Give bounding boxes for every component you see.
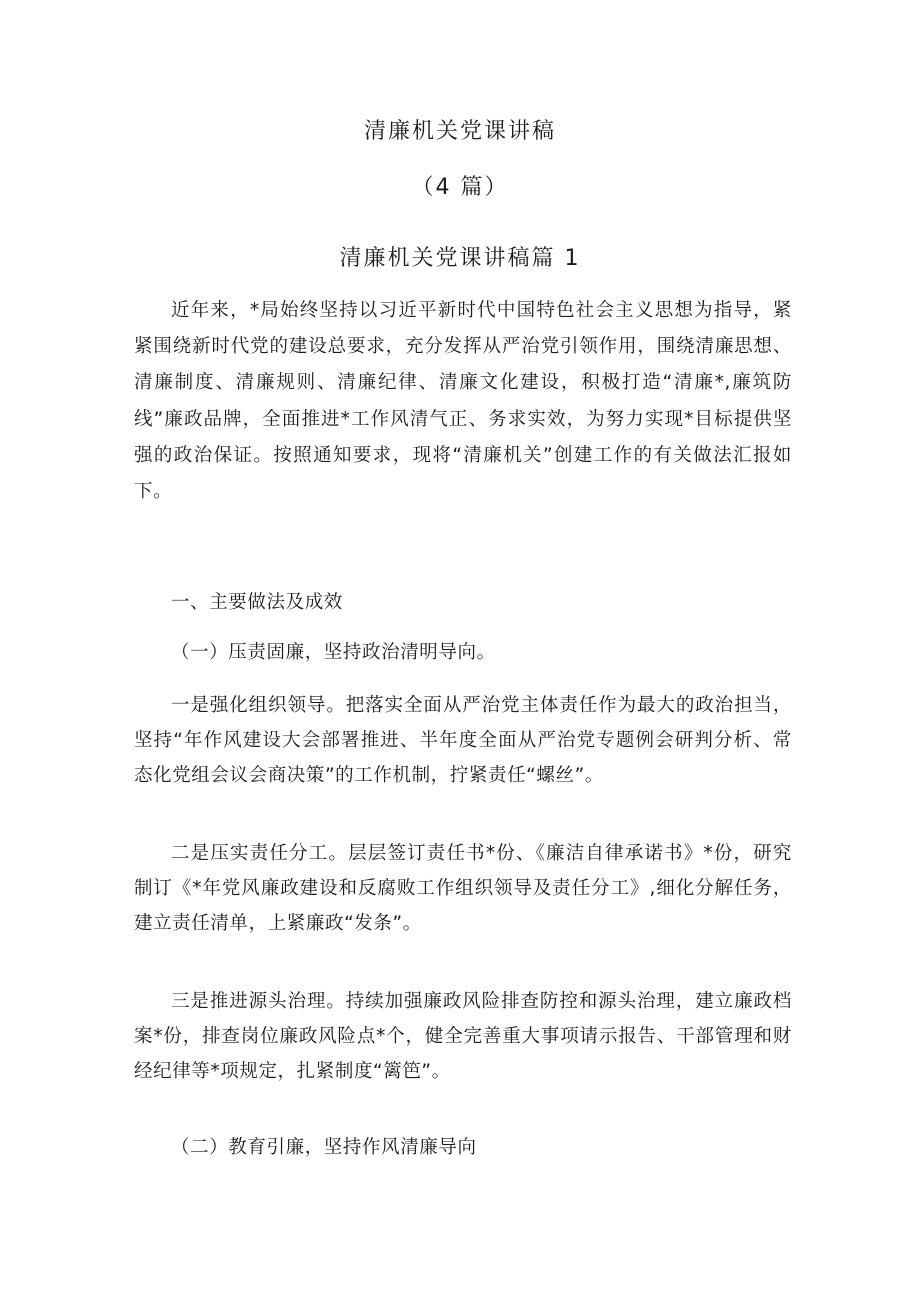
point-paragraph-2: 二是压实责任分工。层层签订责任书*份、《廉洁自律承诺书》*份，研究制订《*年党风廉政建设和反腐败工作组织领导及责任分工》,细化分解任务，建立责任清单，上紧廉政“发条”。	[134, 843, 792, 934]
intro-paragraph: 近年来，*局始终坚持以习近平新时代中国特色社会主义思想为指导，紧紧围绕新时代党的建设总要求，充分发挥从严治党引领作用，围绕清廉思想、清廉制度、清廉规则、清廉纪律、清廉文化建设，积极打造“清廉*,廉筑防线”廉政品牌，全面推进*工作风清气正、务求实效，为努力实现*目标提供坚强的政治保证。按照通知要求，现将“清廉机关”创建工作的有关做法汇报如下。	[134, 300, 792, 503]
section-heading-1: 一、主要做法及成效	[171, 592, 343, 613]
document-subtitle: 清廉机关党课讲稿篇 1	[339, 246, 581, 271]
point-paragraph-3: 三是推进源头治理。持续加强廉政风险排查防控和源头治理，建立廉政档案*份，排查岗位廉政风险点*个，健全完善重大事项请示报告、干部管理和财经纪律等*项规定，扎紧制度“篱笆”。	[134, 991, 792, 1082]
document-title: 清廉机关党课讲稿	[363, 119, 556, 144]
subsection-heading-2: （二）教育引廉，坚持作风清廉导向	[171, 1137, 477, 1158]
subsection-heading-1: （一）压责固廉，坚持政治清明导向。	[171, 642, 496, 663]
point-paragraph-1: 一是强化组织领导。把落实全面从严治党主体责任作为最大的政治担当，坚持“年作风建设大会部署推进、半年度全面从严治党专题例会研判分析、常态化党组会议会商决策”的工作机制，拧紧责任“螺丝”。	[134, 695, 792, 786]
document-count: （4 篇）	[411, 175, 509, 200]
